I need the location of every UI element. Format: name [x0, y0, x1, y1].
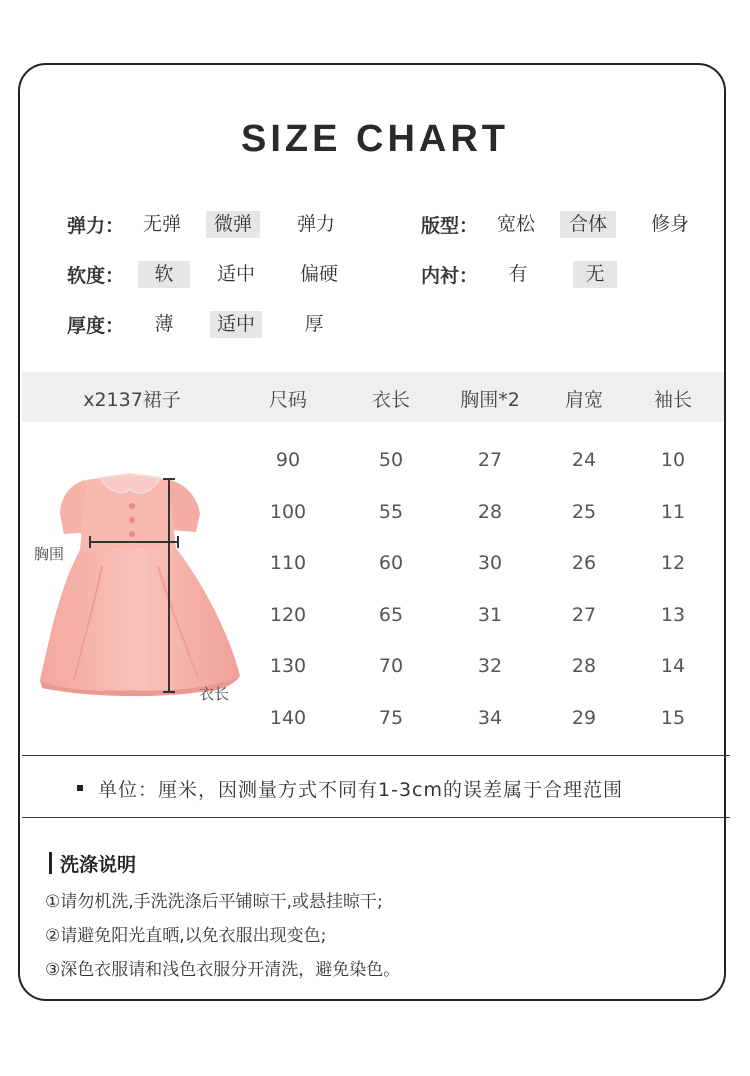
section-marker: [49, 852, 52, 874]
header-sleeve: 袖长: [653, 389, 693, 411]
cell-length: 55: [378, 501, 404, 523]
divider-top: [22, 755, 730, 756]
cell-sleeve: 15: [660, 707, 686, 729]
cell-chest: 32: [477, 655, 503, 677]
cell-size: 140: [269, 707, 307, 729]
thickness-label: 厚度：: [67, 315, 125, 337]
cell-shoulder: 26: [571, 552, 597, 574]
bullet-icon: [77, 785, 83, 791]
cell-size: 110: [269, 552, 307, 574]
header-size: 尺码: [268, 389, 308, 411]
elasticity-option-slight: 微弹: [206, 211, 260, 238]
header-product: x2137裙子: [83, 389, 181, 411]
cell-length: 75: [378, 707, 404, 729]
cell-chest: 30: [477, 552, 503, 574]
cell-length: 70: [378, 655, 404, 677]
divider-bottom: [22, 817, 730, 818]
washing-instruction: ①请勿机洗,手洗洗涤后平铺晾干,或悬挂晾干;: [45, 892, 383, 912]
softness-option-hard: 偏硬: [299, 263, 338, 285]
fit-label: 版型：: [421, 215, 479, 237]
cell-shoulder: 29: [571, 707, 597, 729]
fit-option-slim: 修身: [650, 213, 689, 235]
fit-option-loose: 宽松: [496, 213, 535, 235]
thickness-option-medium: 适中: [210, 311, 262, 338]
header-shoulder: 肩宽: [564, 389, 604, 411]
length-label: 衣长: [199, 685, 230, 703]
cell-chest: 28: [477, 501, 503, 523]
header-length: 衣长: [371, 389, 411, 411]
thickness-option-thin: 薄: [154, 313, 174, 335]
cell-shoulder: 24: [571, 449, 597, 471]
measurement-note: 单位：厘米，因测量方式不同有1-3cm的误差属于合理范围: [98, 779, 623, 801]
softness-option-soft: 软: [138, 261, 190, 288]
fit-option-regular: 合体: [560, 211, 616, 238]
elasticity-label: 弹力：: [67, 215, 125, 237]
lining-option-no: 无: [573, 261, 617, 288]
lining-label: 内衬：: [421, 265, 479, 287]
cell-length: 65: [378, 604, 404, 626]
softness-label: 软度：: [67, 265, 125, 287]
dress-illustration: [30, 466, 250, 698]
cell-chest: 31: [477, 604, 503, 626]
washing-title: 洗涤说明: [60, 854, 137, 876]
chest-label: 胸围: [34, 545, 65, 563]
page-title: SIZE CHART: [241, 118, 509, 160]
cell-shoulder: 27: [571, 604, 597, 626]
cell-sleeve: 14: [660, 655, 686, 677]
thickness-option-thick: 厚: [304, 313, 324, 335]
cell-size: 100: [269, 501, 307, 523]
cell-size: 90: [275, 449, 301, 471]
cell-sleeve: 10: [660, 449, 686, 471]
cell-size: 130: [269, 655, 307, 677]
cell-sleeve: 13: [660, 604, 686, 626]
cell-sleeve: 11: [660, 501, 686, 523]
cell-length: 50: [378, 449, 404, 471]
header-chest: 胸围*2: [460, 389, 520, 411]
elasticity-option-stretch: 弹力: [296, 213, 335, 235]
cell-shoulder: 28: [571, 655, 597, 677]
cell-size: 120: [269, 604, 307, 626]
elasticity-option-none: 无弹: [142, 213, 181, 235]
cell-chest: 34: [477, 707, 503, 729]
washing-instruction: ②请避免阳光直晒,以免衣服出现变色;: [45, 926, 327, 946]
cell-sleeve: 12: [660, 552, 686, 574]
softness-option-medium: 适中: [216, 263, 255, 285]
cell-shoulder: 25: [571, 501, 597, 523]
lining-option-yes: 有: [508, 263, 528, 285]
cell-length: 60: [378, 552, 404, 574]
cell-chest: 27: [477, 449, 503, 471]
washing-instruction: ③深色衣服请和浅色衣服分开清洗，避免染色。: [45, 960, 401, 980]
